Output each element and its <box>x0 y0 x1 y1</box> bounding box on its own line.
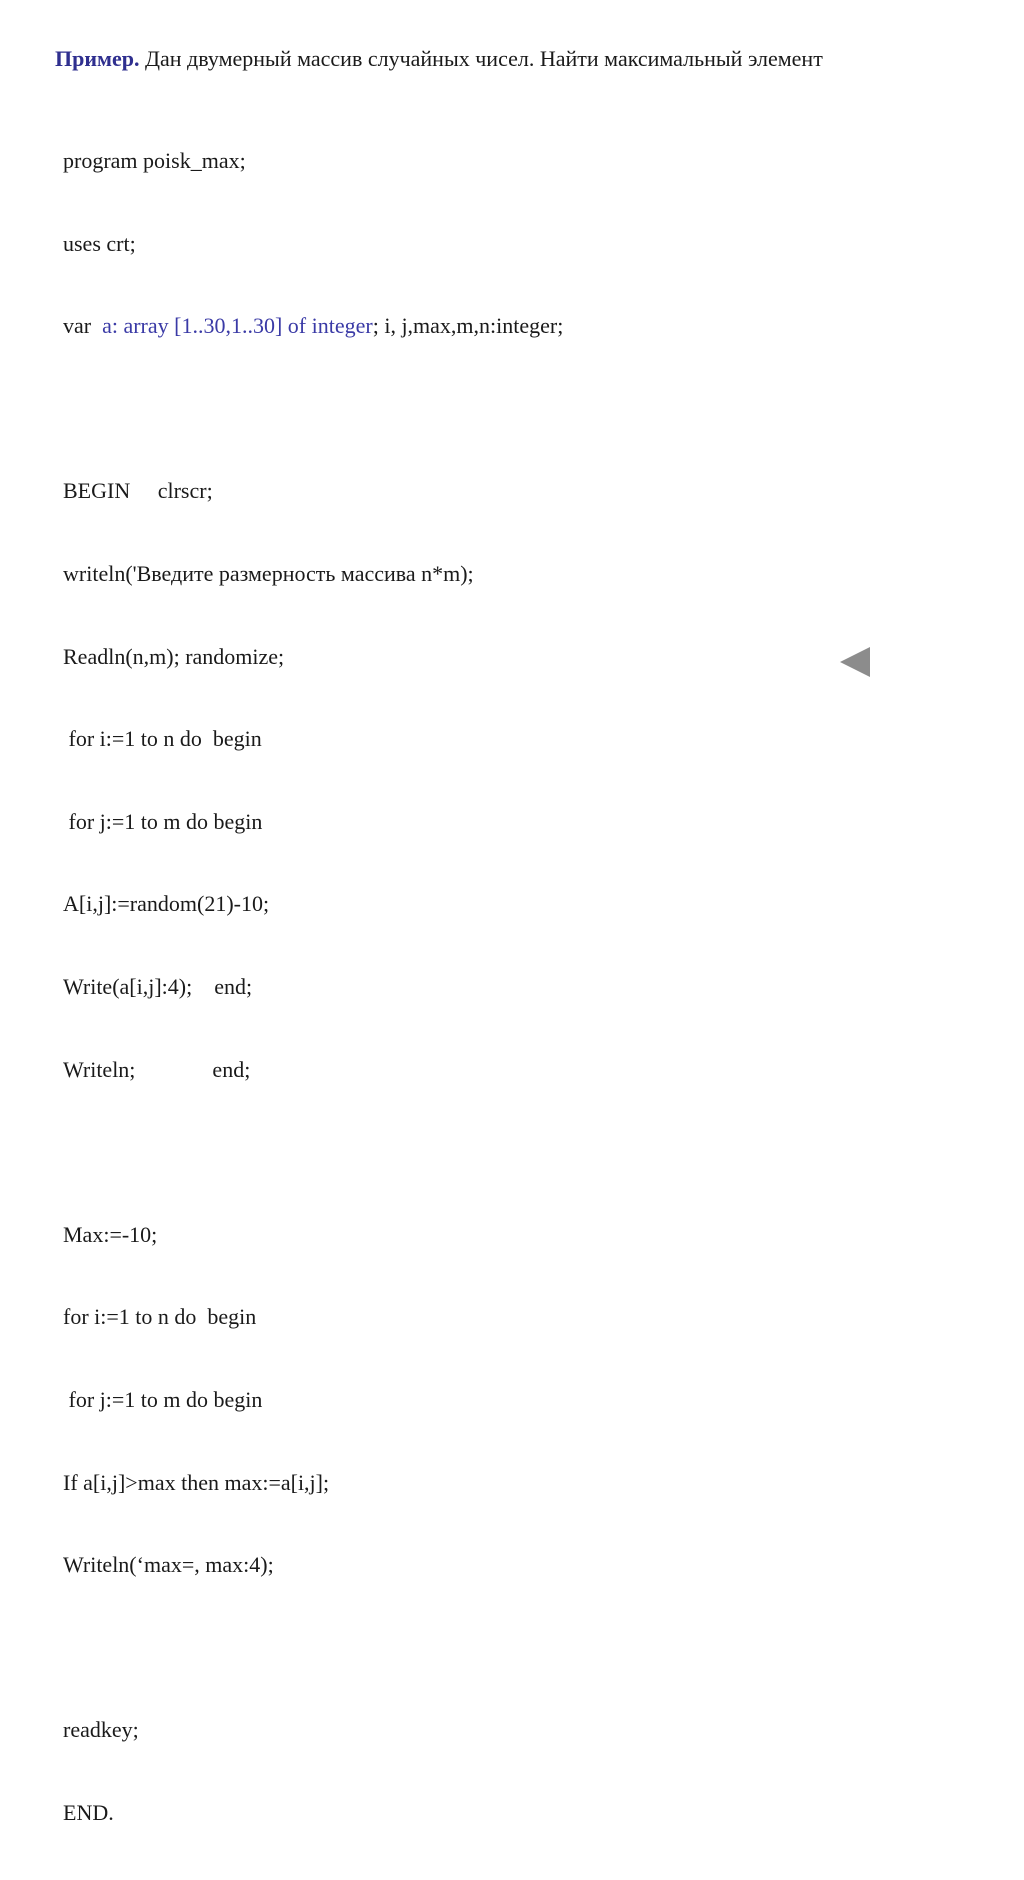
code-line: Write(a[i,j]:4); end; <box>63 973 253 999</box>
code-line: Writeln(‘max=, max:4); <box>63 1552 274 1578</box>
code-line: A[i,j]:=random(21)-10; <box>63 891 270 917</box>
code-line: Max:=-10; <box>63 1221 158 1247</box>
code-line: for i:=1 to n do begin <box>63 726 262 752</box>
code-line: readkey; <box>63 1717 139 1743</box>
back-button[interactable] <box>840 647 870 677</box>
array-declaration: a: array [1..30,1..30] of integer <box>102 313 373 339</box>
code-line: program poisk_max; <box>63 148 246 173</box>
blank-line <box>63 1633 563 1664</box>
code-line: Readln(n,m); randomize; <box>63 643 285 669</box>
blank-line <box>63 394 563 425</box>
code-line: for i:=1 to n do begin <box>63 1304 257 1330</box>
code-line: for j:=1 to m do begin <box>63 808 263 834</box>
back-triangle <box>840 647 870 677</box>
heading-label: Пример. <box>55 46 140 71</box>
blank-line <box>63 1137 563 1168</box>
code-line: BEGIN clrscr; <box>63 478 213 504</box>
var-keyword: var <box>63 313 103 339</box>
code-line: uses crt; <box>63 230 136 256</box>
code-block <box>63 94 563 1880</box>
code-line: If a[i,j]>max then max:=a[i,j]; <box>63 1469 330 1495</box>
code-line: END. <box>63 1799 114 1825</box>
code-line <box>63 311 563 342</box>
code-line: writeln('Введите размерность массива n*m); <box>63 560 474 586</box>
slide-heading <box>55 44 823 74</box>
var-declaration-rest: ; i, j,max,m,n:integer; <box>372 313 564 339</box>
code-line: Writeln; end; <box>63 1056 251 1082</box>
heading-text: Дан двумерный массив случайных чисел. Найти максимальный элемент <box>139 46 823 71</box>
triangle-left-icon <box>840 647 870 677</box>
code-line: for j:=1 to m do begin <box>63 1386 263 1412</box>
